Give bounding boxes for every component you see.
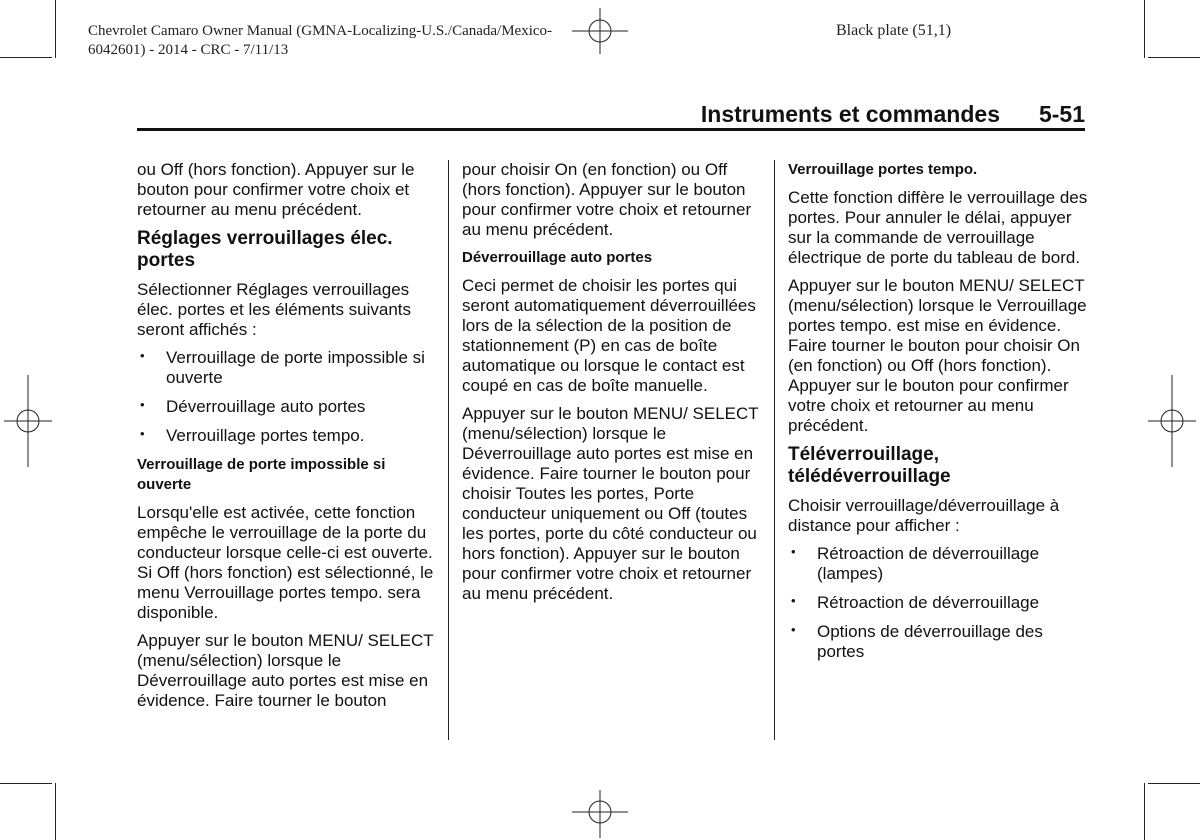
- crop-mark: [1148, 783, 1200, 784]
- crop-mark: [1144, 783, 1145, 840]
- bullet-icon: •: [791, 622, 796, 637]
- list-item: [788, 593, 1088, 613]
- header-rule: [137, 128, 1085, 131]
- bullet-list: [137, 348, 437, 446]
- list-item-text: Verrouillage de porte impossible si ouverte: [166, 348, 425, 387]
- section-heading: Réglages verrouillages élec. portes: [137, 228, 393, 271]
- paragraph: Appuyer sur le bouton MENU/ SELECT (menu/sélection) lorsque le Verrouillage portes tempo. est mise en évidence. Faire tourner le bouton pour choisir On (en fonction) ou Off (hors fonction). Appuyer sur le bouton pour confirmer votre choix et retourner au menu précédent.: [788, 276, 1087, 435]
- paragraph: Appuyer sur le bouton MENU/ SELECT (menu/sélection) lorsque le Déverrouillage auto portes est mise en évidence. Faire tourner le bouton pour choisir Toutes les portes, Porte conducteur uniquement ou Off (toutes les portes, porte du côté conducteur ou hors fonction). Appuyer sur le bouton pour confirmer votre choix et retourner au menu précédent.: [462, 404, 759, 603]
- subheading: Déverrouillage auto portes: [462, 249, 653, 266]
- list-item: [137, 348, 437, 388]
- list-item-text: Verrouillage portes tempo.: [166, 426, 365, 445]
- meta-line: 6042601) - 2014 - CRC - 7/11/13: [88, 42, 289, 58]
- crop-mark: [1148, 57, 1200, 58]
- paragraph: ou Off (hors fonction). Appuyer sur le bouton pour confirmer votre choix et retourner au menu précédent.: [137, 160, 415, 219]
- column-divider: [448, 160, 449, 740]
- column-divider: [774, 160, 775, 740]
- registration-mark-icon: [4, 375, 52, 467]
- text-column-3: [788, 160, 1088, 671]
- list-item-text: Options de déverrouillage des portes: [817, 622, 1043, 661]
- subheading: Verrouillage de porte impossible si ouverte: [137, 456, 386, 493]
- list-item: [137, 397, 437, 417]
- list-item-text: Rétroaction de déverrouillage (lampes): [817, 544, 1040, 583]
- list-item: [788, 544, 1088, 584]
- section-title: Instruments et commandes: [700, 101, 1000, 127]
- crop-mark: [0, 57, 52, 58]
- paragraph: Appuyer sur le bouton MENU/ SELECT (menu/sélection) lorsque le Déverrouillage auto portes est mise en évidence. Faire tourner le bouton: [137, 631, 434, 710]
- bullet-icon: •: [791, 544, 796, 559]
- paragraph: Cette fonction diffère le verrouillage des portes. Pour annuler le délai, appuyer sur la commande de verrouillage électrique de porte du tableau de bord.: [788, 188, 1088, 267]
- meta-line: Chevrolet Camaro Owner Manual (GMNA-Localizing-U.S./Canada/Mexico-: [88, 23, 553, 39]
- text-column-1: [137, 160, 437, 719]
- bullet-icon: •: [791, 593, 796, 608]
- document-meta: [88, 22, 552, 60]
- paragraph: Ceci permet de choisir les portes qui seront automatiquement déverrouillées lors de la sélection de la position de stationnement (P) en cas de boîte automatique ou lorsque le contact est coupé en cas de boîte manuelle.: [462, 276, 756, 395]
- bullet-list: [788, 544, 1088, 662]
- registration-mark-icon: [570, 790, 630, 840]
- plate-label: Black plate (51,1): [836, 22, 952, 39]
- crop-mark: [1144, 0, 1145, 58]
- crop-mark: [0, 783, 52, 784]
- subheading: Verrouillage portes tempo.: [788, 161, 978, 178]
- page-number: 5-51: [1038, 101, 1085, 127]
- paragraph: pour choisir On (en fonction) ou Off (hors fonction). Appuyer sur le bouton pour confirmer votre choix et retourner au menu précédent.: [462, 160, 752, 239]
- registration-mark-icon: [1148, 375, 1196, 467]
- list-item: [137, 426, 437, 446]
- paragraph: Choisir verrouillage/déverrouillage à distance pour afficher :: [788, 496, 1060, 535]
- bullet-icon: •: [140, 426, 145, 441]
- crop-mark: [55, 783, 56, 840]
- section-heading: Téléverrouillage, télédéverrouillage: [788, 444, 951, 487]
- bullet-icon: •: [140, 348, 145, 363]
- list-item-text: Rétroaction de déverrouillage: [817, 593, 1040, 612]
- paragraph: Sélectionner Réglages verrouillages élec. portes et les éléments suivants seront affichés :: [137, 280, 412, 339]
- list-item: [788, 622, 1088, 662]
- list-item-text: Déverrouillage auto portes: [166, 397, 366, 416]
- bullet-icon: •: [140, 397, 145, 412]
- registration-mark-icon: [570, 6, 630, 56]
- text-column-2: [462, 160, 762, 612]
- crop-mark: [55, 0, 56, 58]
- paragraph: Lorsqu'elle est activée, cette fonction empêche le verrouillage de la porte du conducteur lorsque celle-ci est ouverte. Si Off (hors fonction) est sélectionné, le menu Verrouillage portes tempo. sera disponible.: [137, 503, 434, 622]
